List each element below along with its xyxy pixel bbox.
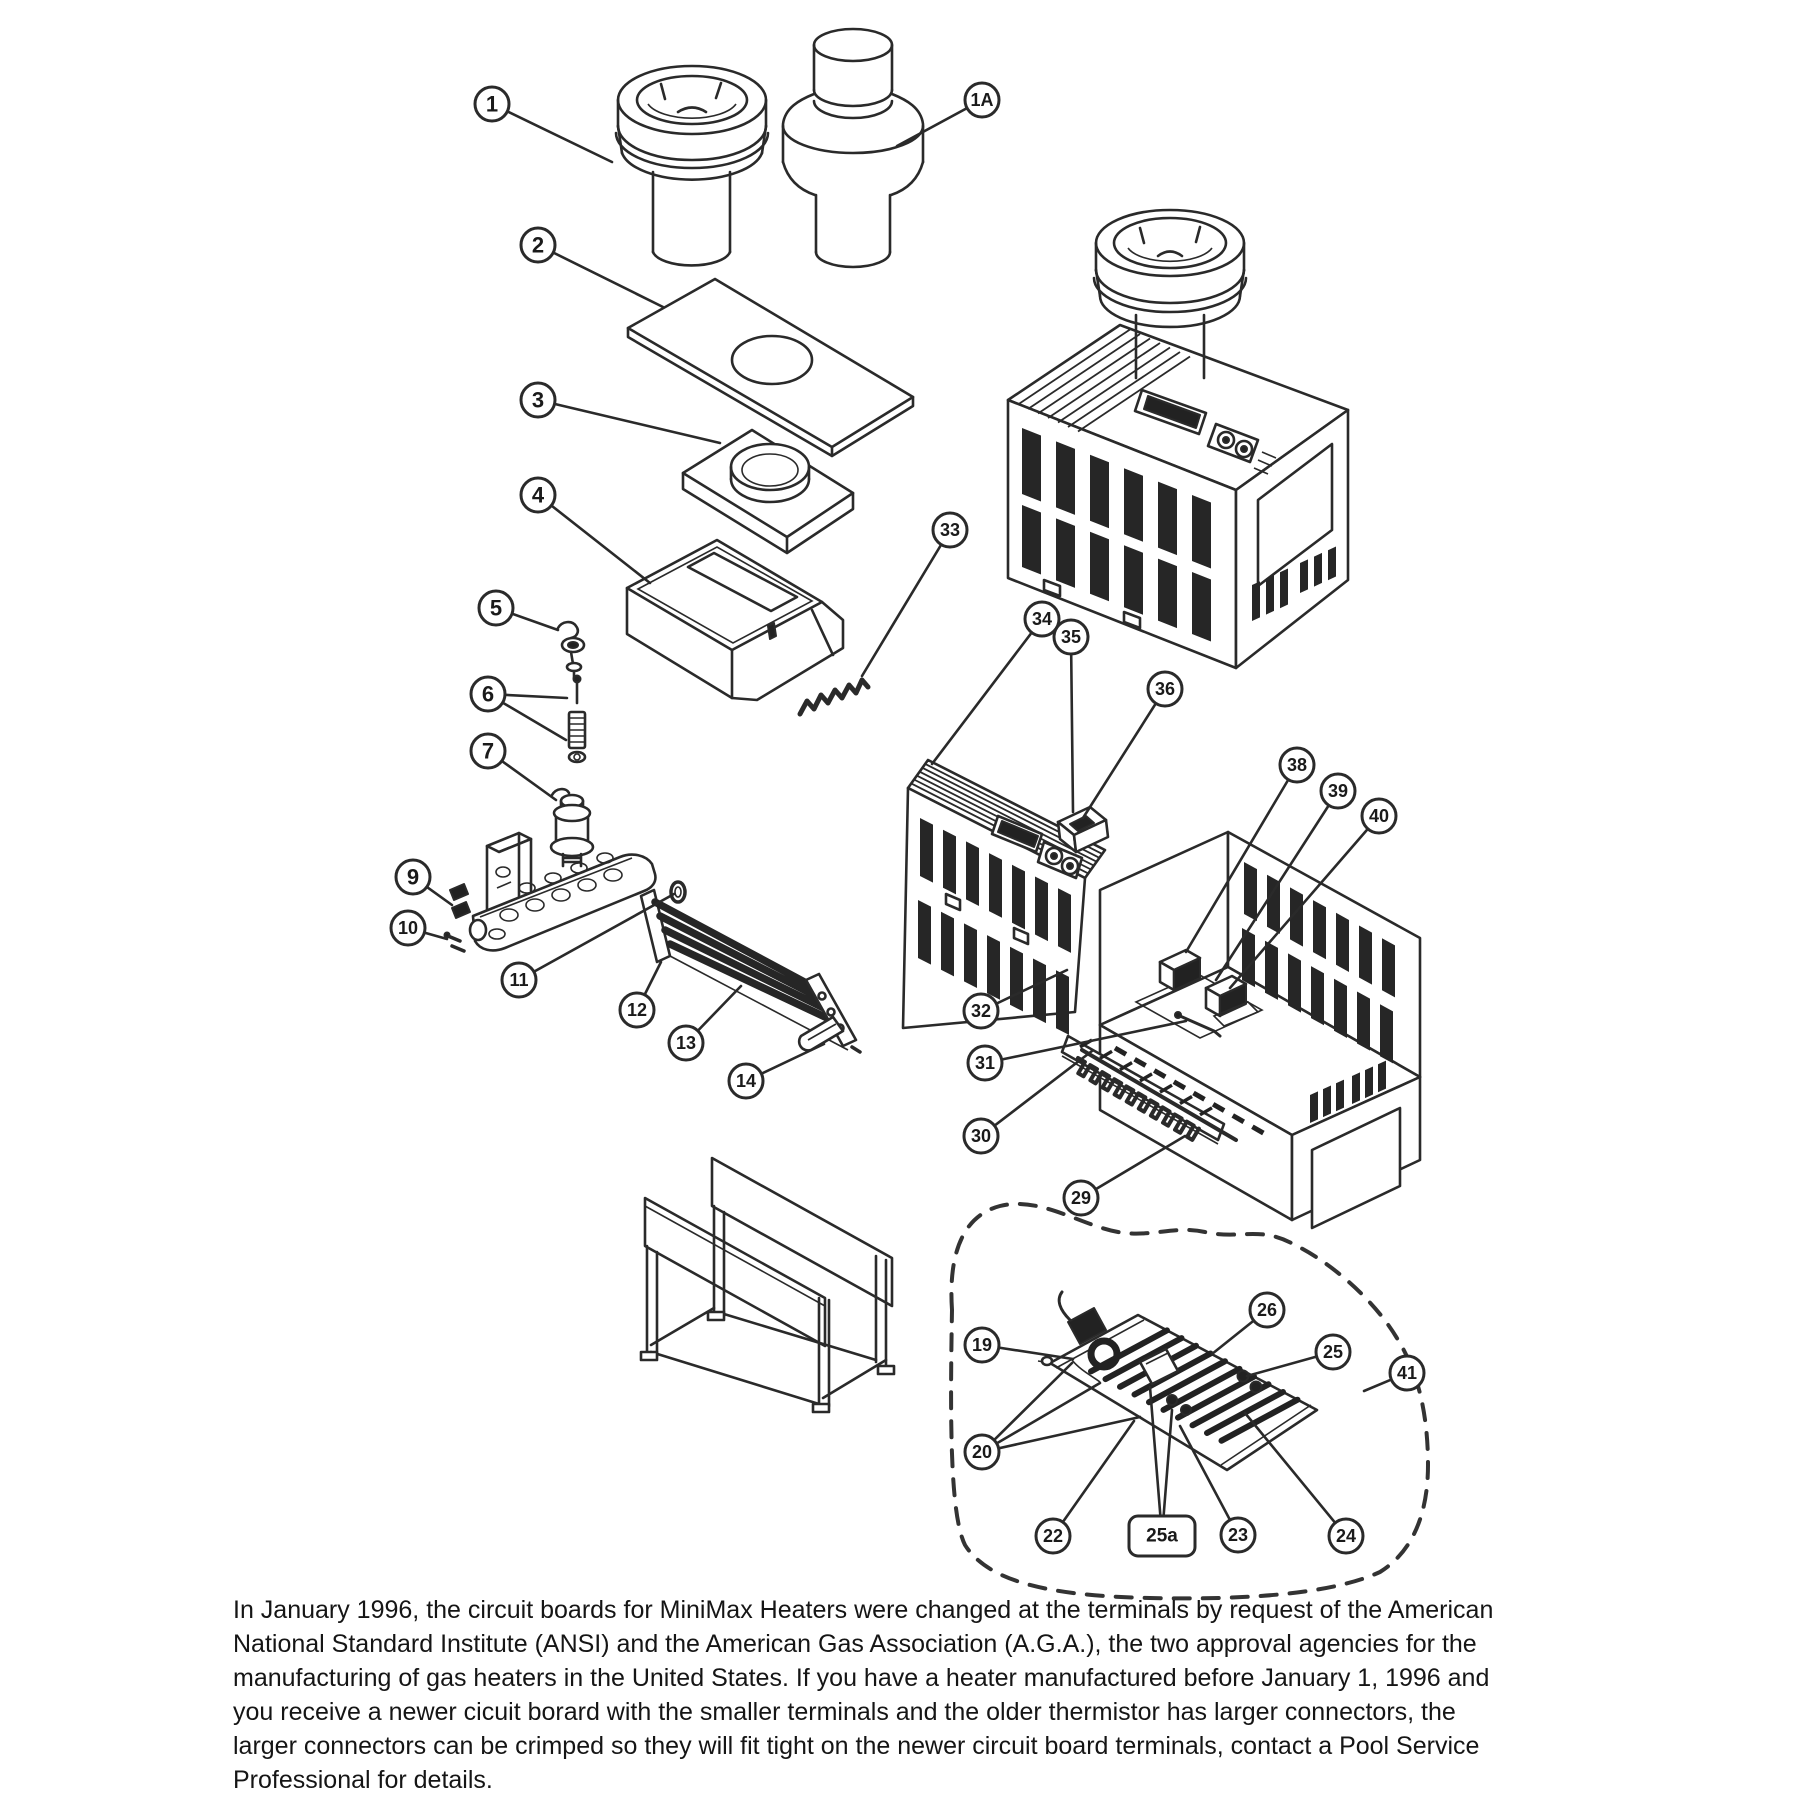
part-gasket-strip-33-shape — [800, 680, 868, 714]
part-jacket-32 — [903, 760, 1105, 1035]
part-circuit-board-shape — [1167, 1395, 1177, 1405]
callout-number-1A: 1A — [970, 90, 994, 110]
callout-4 — [521, 478, 555, 512]
louver-slot — [1192, 572, 1211, 642]
callout-36 — [1148, 672, 1182, 706]
callout-number-36: 36 — [1154, 679, 1176, 699]
part-oring-11-shape — [671, 882, 685, 902]
part-igniter-14-shape — [852, 1047, 860, 1052]
louver-slot — [1359, 926, 1372, 985]
louver-slot — [1265, 941, 1278, 1000]
part-vent-cap-1a-shape — [783, 126, 923, 153]
louver-slot — [1056, 970, 1069, 1035]
part-base-stand-shape — [651, 1308, 886, 1404]
leader-line-1 — [492, 104, 612, 162]
leader-line-34 — [932, 619, 1042, 764]
callout-number-26: 26 — [1256, 1300, 1278, 1320]
leader-line-3 — [538, 400, 720, 443]
louver-slot — [1334, 979, 1347, 1038]
callout-number-30: 30 — [970, 1126, 992, 1146]
part-screws-10-shape — [448, 936, 464, 951]
callout-number-7: 7 — [481, 738, 495, 764]
louver-slot — [1336, 1080, 1344, 1112]
leader-line-2 — [538, 245, 663, 307]
louver-slot — [989, 853, 1002, 918]
note-line-5: larger connectors can be crimped so they will fit tight on the newer circuit board terminals, contact a Pool Service — [233, 1732, 1480, 1760]
louver-slot — [1192, 495, 1211, 569]
louver-slot — [943, 830, 956, 895]
callout-number-35: 35 — [1060, 627, 1082, 647]
louver-slot — [1090, 532, 1109, 602]
note-paragraph — [233, 1596, 1493, 1794]
leader-line-35 — [1071, 637, 1073, 812]
louver-slot — [966, 841, 979, 906]
part-manifold-shape — [470, 920, 486, 940]
part-burner-rack-shape — [819, 993, 826, 1000]
part-base-stand — [641, 1158, 894, 1412]
part-vent-cap-1-shape — [653, 172, 730, 252]
louver-slot — [1244, 862, 1257, 921]
part-clips-9-shape — [450, 884, 468, 900]
callout-1 — [475, 87, 509, 121]
callout-35 — [1054, 620, 1088, 654]
callout-number-41: 41 — [1396, 1363, 1418, 1383]
callout-number-34: 34 — [1031, 609, 1053, 629]
part-base-stand-shape — [813, 1404, 829, 1412]
louver-slot — [1090, 455, 1109, 529]
part-base-stand-shape — [708, 1312, 724, 1320]
part-gas-valve-7-shape — [551, 838, 593, 856]
callout-25 — [1316, 1335, 1350, 1369]
part-vent-cap-1a — [783, 29, 923, 267]
callout-10 — [391, 911, 425, 945]
part-top-plate-2-shape — [732, 336, 812, 384]
louver-slot — [1035, 877, 1048, 942]
part-circuit-board-shape — [1059, 1292, 1070, 1320]
callout-33 — [933, 513, 967, 547]
callout-39 — [1321, 774, 1355, 808]
leader-line-22 — [1053, 1421, 1134, 1536]
callout-number-11: 11 — [509, 970, 529, 990]
part-gas-valve-7 — [551, 789, 593, 866]
louver-slot — [1022, 505, 1041, 575]
part-pilot-5-shape — [568, 642, 578, 648]
callout-number-14: 14 — [735, 1071, 757, 1091]
part-complete-heater-shape — [1094, 278, 1246, 312]
louver-slot — [987, 935, 1000, 1000]
louver-slot — [1313, 900, 1326, 959]
louver-slot — [1124, 468, 1143, 542]
callout-23 — [1221, 1518, 1255, 1552]
louver-slot — [1310, 1091, 1318, 1123]
leader-line-36 — [1083, 689, 1165, 818]
callout-20 — [965, 1435, 999, 1469]
callout-number-10: 10 — [397, 918, 419, 938]
callout-number-32: 32 — [970, 1001, 992, 1021]
callout-number-39: 39 — [1327, 781, 1349, 801]
louver-slot — [1380, 1004, 1393, 1063]
part-manifold-shape — [545, 873, 561, 883]
louver-slot — [1352, 1072, 1360, 1104]
callout-number-1: 1 — [485, 91, 499, 117]
callout-number-3: 3 — [531, 387, 545, 413]
callout-30 — [964, 1119, 998, 1153]
note-line-3: manufacturing of gas heaters in the United States. If you have a heater manufactured before January 1, 1996 and — [233, 1664, 1490, 1692]
louver-slot — [1382, 938, 1395, 997]
callout-41 — [1390, 1356, 1424, 1390]
louver-slot — [1033, 959, 1046, 1024]
louver-slot — [1012, 865, 1025, 930]
part-pilot-5 — [558, 622, 584, 678]
callout-32 — [964, 994, 998, 1028]
callout-number-25: 25 — [1322, 1342, 1344, 1362]
part-hood-4 — [627, 540, 843, 700]
louver-slot — [1328, 547, 1336, 581]
note-line-1: In January 1996, the circuit boards for MiniMax Heaters were changed at the terminals by request of the American — [233, 1596, 1494, 1624]
callout-number-6: 6 — [481, 681, 495, 707]
part-gasket-strip-33 — [800, 680, 868, 714]
louver-slot — [941, 912, 954, 977]
callout-number-29: 29 — [1070, 1188, 1092, 1208]
louver-slot — [1158, 482, 1177, 556]
callout-25a — [1129, 1516, 1195, 1556]
louver-slot — [1056, 441, 1075, 515]
part-vent-cap-1 — [616, 66, 768, 265]
part-circuit-board-shape — [1042, 1357, 1052, 1365]
louver-slot — [1158, 559, 1177, 629]
part-vent-cap-1a-shape — [814, 29, 892, 61]
part-hood-4-shape — [768, 623, 776, 639]
callout-7 — [471, 734, 505, 768]
part-complete-heater-shape — [1223, 437, 1229, 443]
part-top-plate-2 — [628, 279, 913, 456]
part-clips-9-shape — [452, 902, 470, 918]
part-vent-cap-1a-shape — [816, 195, 890, 252]
part-vent-cap-1-shape — [622, 153, 762, 180]
callout-26 — [1250, 1293, 1284, 1327]
louver-slot — [1266, 575, 1274, 615]
louver-slot — [1300, 559, 1308, 593]
callout-number-19: 19 — [971, 1335, 993, 1355]
callout-number-22: 22 — [1042, 1526, 1064, 1546]
leader-line-24 — [1245, 1413, 1346, 1536]
callout-number-20: 20 — [971, 1442, 993, 1462]
callout-number-9: 9 — [406, 864, 420, 890]
callout-number-5: 5 — [489, 595, 503, 621]
part-base-stand-shape — [641, 1352, 657, 1360]
louver-slot — [1378, 1061, 1386, 1093]
callout-number-23: 23 — [1227, 1525, 1249, 1545]
part-vent-cap-1-shape — [637, 76, 747, 124]
note-line-6: Professional for details. — [233, 1766, 493, 1794]
louver-slot — [920, 818, 933, 883]
part-complete-heater-shape — [1241, 446, 1247, 452]
callout-38 — [1280, 748, 1314, 782]
part-jacket-32-shape — [1051, 853, 1057, 859]
part-vent-cap-1a-shape — [814, 101, 892, 118]
part-rod-31-shape — [1175, 1012, 1181, 1018]
part-screws-10-shape — [445, 933, 450, 938]
callout-number-13: 13 — [675, 1033, 697, 1053]
callout-5 — [479, 591, 513, 625]
part-hardware-6 — [569, 676, 585, 763]
callout-22 — [1036, 1519, 1070, 1553]
louver-slot — [1058, 888, 1071, 953]
callout-31 — [968, 1046, 1002, 1080]
louver-slot — [1252, 581, 1260, 621]
callout-number-31: 31 — [974, 1053, 996, 1073]
callout-number-25a: 25a — [1146, 1525, 1178, 1547]
louver-slot — [918, 900, 931, 965]
part-oring-11 — [671, 882, 685, 902]
note-line-2: National Standard Institute (ANSI) and the American Gas Association (A.G.A.), the two approval agencies for the — [233, 1630, 1477, 1658]
louver-slot — [1323, 1086, 1331, 1118]
callout-number-4: 4 — [531, 482, 545, 508]
louver-slot — [1280, 569, 1288, 609]
callout-14 — [729, 1064, 763, 1098]
callout-2 — [521, 228, 555, 262]
louver-slot — [1365, 1067, 1373, 1099]
louver-slot — [1311, 966, 1324, 1025]
callout-number-38: 38 — [1286, 755, 1308, 775]
part-vent-cap-1a-shape — [816, 252, 890, 267]
part-manifold-shape — [571, 863, 587, 873]
part-clips-9 — [450, 884, 470, 918]
louver-slot — [1357, 992, 1370, 1051]
louver-slot — [1314, 553, 1322, 587]
callout-19 — [965, 1328, 999, 1362]
part-vent-cap-1a-shape — [814, 90, 892, 106]
callout-number-12: 12 — [626, 1000, 648, 1020]
part-pilot-5-shape — [558, 622, 578, 638]
part-circuit-board-shape — [1181, 1405, 1191, 1415]
callout-number-2: 2 — [531, 232, 545, 258]
part-burner-rack-shape — [828, 1009, 835, 1016]
louver-slot — [1056, 518, 1075, 588]
part-vent-cap-1a-shape — [783, 162, 923, 195]
part-gas-valve-7-shape — [554, 805, 590, 821]
part-collar-plate-3 — [683, 430, 853, 553]
callout-24 — [1329, 1519, 1363, 1553]
louver-slot — [1010, 947, 1023, 1012]
part-base-stand-shape — [878, 1366, 894, 1374]
louver-slot — [1336, 913, 1349, 972]
leader-line-33 — [862, 530, 950, 676]
callout-number-33: 33 — [939, 520, 961, 540]
part-manifold-shape — [597, 853, 613, 863]
callout-3 — [521, 383, 555, 417]
callout-number-40: 40 — [1368, 806, 1390, 826]
note-line-4: you receive a newer cicuit borard with the smaller terminals and the older thermistor has larger connectors, the — [233, 1698, 1456, 1726]
part-hood-4-shape — [812, 610, 833, 655]
louver-slot — [1124, 545, 1143, 615]
callout-29 — [1064, 1181, 1098, 1215]
callout-9 — [396, 860, 430, 894]
part-vent-cap-1-shape — [653, 252, 730, 265]
callout-11 — [502, 963, 536, 997]
part-base-stand-shape — [647, 1246, 657, 1356]
louver-slot — [1022, 428, 1041, 502]
part-circuit-board-shape — [1251, 1382, 1262, 1393]
part-oring-11-shape — [675, 887, 681, 897]
part-complete-heater-shape — [1114, 218, 1226, 268]
callout-1A — [965, 83, 999, 117]
part-complete-heater — [1008, 210, 1348, 668]
callout-12 — [620, 993, 654, 1027]
part-jacket-32-shape — [1067, 863, 1073, 869]
callout-40 — [1362, 799, 1396, 833]
callout-number-24: 24 — [1335, 1526, 1357, 1546]
callout-6 — [471, 677, 505, 711]
callout-13 — [669, 1026, 703, 1060]
leader-line-4 — [538, 495, 650, 583]
part-gas-valve-7-shape — [552, 789, 569, 795]
louver-slot — [964, 923, 977, 988]
louver-slot — [1288, 953, 1301, 1012]
part-screws-10 — [445, 933, 465, 952]
